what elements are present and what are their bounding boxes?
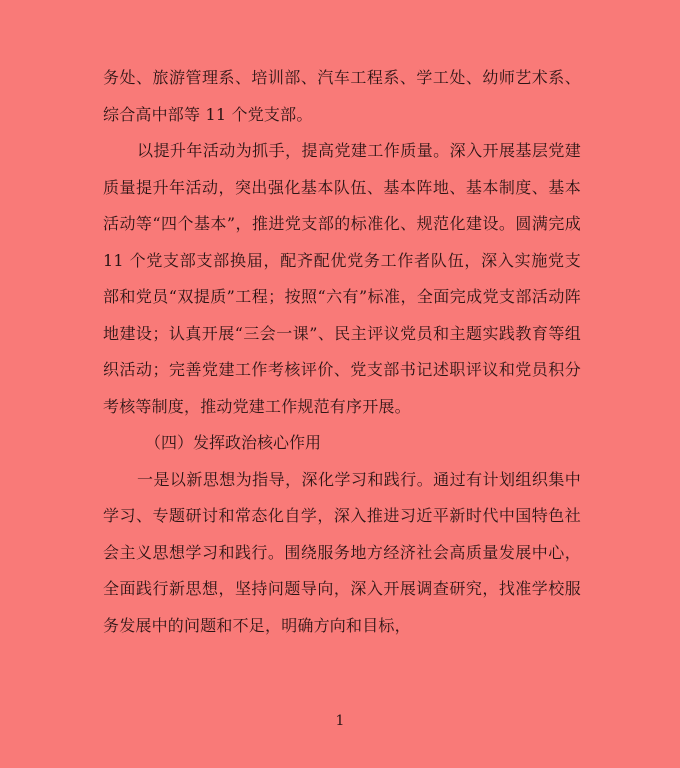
paragraph-continuation: 务处、旅游管理系、培训部、汽车工程系、学工处、幼师艺术系、综合高中部等 11 个党支部。 bbox=[103, 68, 581, 124]
document-body bbox=[103, 60, 581, 644]
paragraph-new-thought-guidance: 一是以新思想为指导，深化学习和践行。通过有计划组织集中学习、专题研讨和常态化自学，深入推进习近平新时代中国特色社会主义思想学习和践行。围绕服务地方经济社会高质量发展中心，全面践行新思想，坚持问题导向，深入开展调查研究，找准学校服务发展中的问题和不足，明确方向和目标， bbox=[103, 469, 581, 635]
page-number: 1 bbox=[335, 713, 345, 729]
section-heading: （四）发挥政治核心作用 bbox=[145, 433, 322, 452]
paragraph-party-building-quality: 以提升年活动为抓手，提高党建工作质量。深入开展基层党建质量提升年活动，突出强化基本队伍、基本阵地、基本制度、基本活动等“四个基本”，推进党支部的标准化、规范化建设。圆满完成 11 个党支部支部换届，配齐配优党务工作者队伍，深入实施党支部和党员“双提质”工程；按照“六有”标准，全面完成党支部活动阵地建设；认真开展“三会一课”、民主评议党员和主题实践教育等组织活动；完善党建工作考核评价、党支部书记述职评议和党员积分考核等制度，推动党建工作规范有序开展。 bbox=[103, 141, 581, 416]
